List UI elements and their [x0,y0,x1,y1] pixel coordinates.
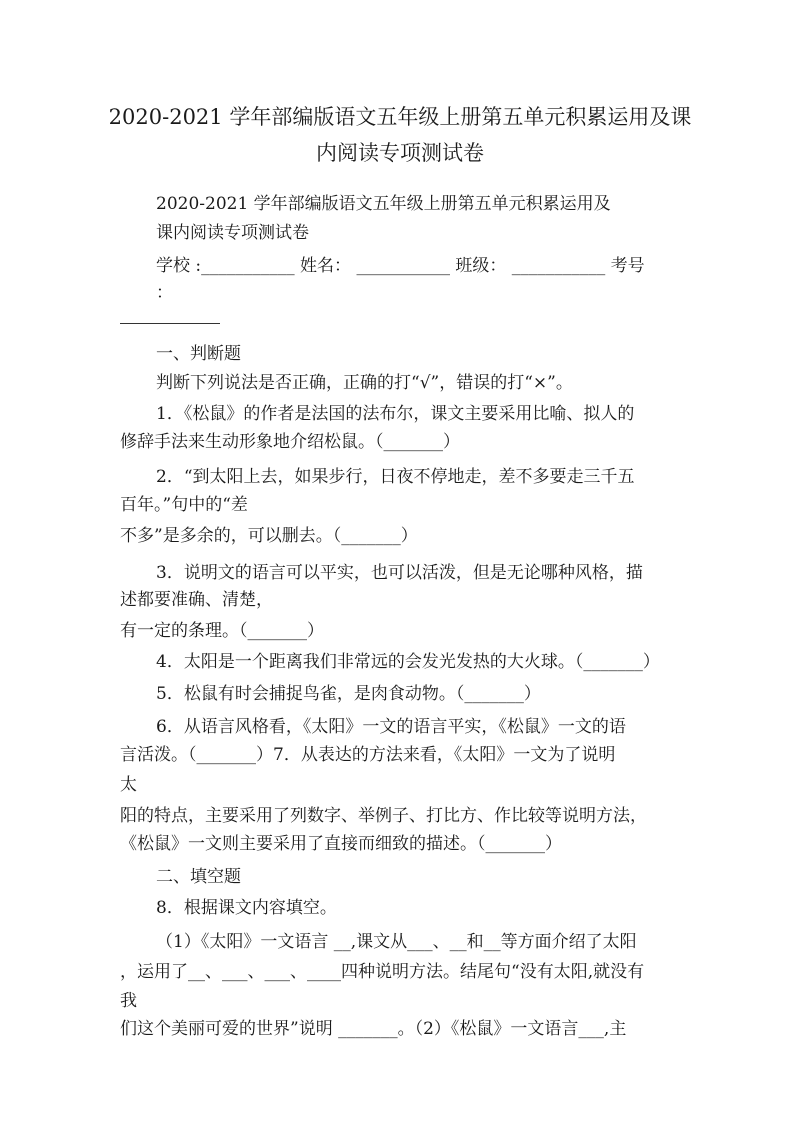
question6-line1: 6．从语言风格看，《太阳》一文的语言平实，《松鼠》一文的语 [156,717,626,737]
question2-line1: 2．“到太阳上去，如果步行，日夜不停地走，差不多要走三千五 [156,467,635,487]
student-info-colon: ： [156,283,173,303]
question7-line1: 阳的特点，主要采用了列数字、举例子、打比方、作比较等说明方法， [120,806,647,826]
subtitle-line1: 2020-2021 学年部编版语文五年级上册第五单元积累运用及 [156,194,611,214]
exam-number-underline [120,323,220,324]
question4: 4．太阳是一个距离我们非常远的会发光发热的大火球。（_______） [156,652,660,672]
section2-heading: 二、填空题 [156,867,241,887]
document-title-line1: 2020-2021 学年部编版语文五年级上册第五单元积累运用及课 [108,105,692,129]
question3-line1: 3．说明文的语言可以平实，也可以活泼，但是无论哪种风格，描 [156,563,643,583]
question1-line2: 修辞手法来生动形象地介绍松鼠。（_______） [120,432,460,452]
question3-line2: 述都要准确、清楚， [120,590,273,610]
section1-instruction: 判断下列说法是否正确，正确的打“√”，错误的打“×”。 [156,373,573,393]
subtitle-line2: 课内阅读专项测试卷 [156,223,309,243]
question8-line3: 我 [120,991,137,1011]
document-title-line2: 内阅读专项测试卷 [316,141,484,165]
question1-line1: 1．《松鼠》的作者是法国的法布尔，课文主要采用比喻、拟人的 [156,404,635,424]
section1-heading: 一、判断题 [156,344,241,364]
question8: 8．根据课文内容填空。 [156,898,337,918]
question8-line4: 们这个美丽可爱的世界”说明 _______。（2）《松鼠》一文语言___,主 [120,1019,627,1039]
question8-line2: ，运用了__、___、___、____四种说明方法。结尾句“没有太阳,就没有 [120,962,645,982]
question6-line3: 太 [120,775,137,795]
question2-line3: 不多”是多余的，可以删去。（_______） [120,526,418,546]
student-info-line: 学校 :___________ 姓名： ___________ 班级： ___________ 考号 [156,256,645,276]
question7-line2: 《松鼠》一文则主要采用了直接而细致的描述。（_______） [120,834,562,854]
question6-line2: 言活泼。（_______）7．从表达的方法来看，《太阳》一文为了说明 [120,745,616,765]
question5: 5．松鼠有时会捕捉鸟雀，是肉食动物。（_______） [156,684,541,704]
question2-line2: 百年。”句中的“差 [120,495,248,515]
question3-line3: 有一定的条理。（_______） [120,621,324,641]
question8-line1: （1）《太阳》一文语言 __,课文从___、__和__等方面介绍了太阳 [156,932,637,952]
